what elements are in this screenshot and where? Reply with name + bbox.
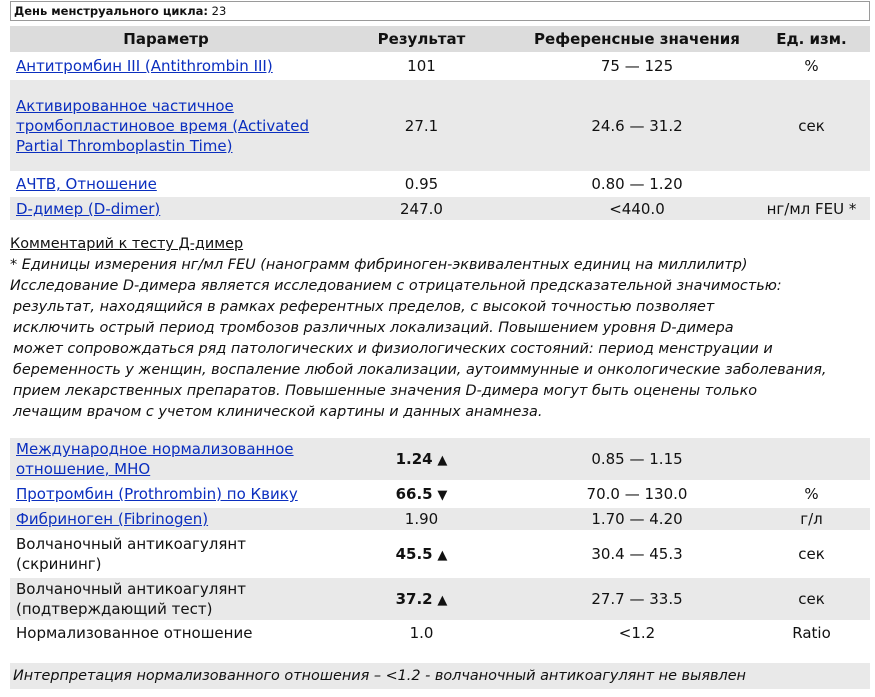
table-row <box>10 174 870 194</box>
lupus-confirm-label: Волчаночный антикоагулянт (подтверждающий тест) <box>10 578 322 620</box>
result-value: 37.2 <box>395 590 433 608</box>
ref-cell: 30.4 — 45.3 <box>591 545 683 563</box>
results-table-bottom <box>10 435 870 646</box>
unit-cell: г/л <box>753 508 870 530</box>
result-cell <box>322 578 521 620</box>
result-value: 66.5 <box>395 485 433 503</box>
ddimer-comment <box>10 234 870 423</box>
comment-line: результат, находящийся в рамках референтных пределов, с высокой точностью позволяет <box>13 299 715 315</box>
ref-cell: <440.0 <box>521 197 753 220</box>
aptt-link[interactable]: Активированное частичное тромбопластиновое время (Activated Partial Thromboplastin Time) <box>16 96 310 155</box>
unit-cell: % <box>804 485 819 503</box>
comment-line: Исследование D-димера является исследованием с отрицательной предсказательной значимостью: <box>10 278 782 294</box>
result-value: 45.5 <box>395 545 433 563</box>
result-cell: 0.95 <box>404 175 439 193</box>
header-result: Результат <box>322 26 521 52</box>
table-row <box>10 623 870 643</box>
comment-line: прием лекарственных препаратов. Повышенные значения D-димера могут быть оценены только <box>13 383 758 399</box>
results-table-top <box>10 23 870 223</box>
result-cell: 27.1 <box>322 80 521 171</box>
comment-line: исключить острый период тромбозов различных локализаций. Повышением уровня D-димера <box>13 320 734 336</box>
fibrinogen-link[interactable]: Фибриноген (Fibrinogen) <box>16 510 209 528</box>
table-row <box>10 533 870 575</box>
table-row <box>10 578 870 620</box>
antithrombin-link[interactable]: Антитромбин III (Antithrombin III) <box>16 57 273 75</box>
lupus-screening-label: Волчаночный антикоагулянт (скрининг) <box>16 535 246 573</box>
table-row <box>10 80 870 171</box>
interpretation-note: Интерпретация нормализованного отношения – <1.2 - волчаночный антикоагулянт не выявлен <box>10 663 870 689</box>
header-param: Параметр <box>10 26 322 52</box>
cycle-day-label: День менструального цикла: <box>14 4 209 18</box>
table-row <box>10 483 870 505</box>
comment-line: лечащим врачом с учетом клинической картины и данных анамнеза. <box>13 404 543 420</box>
unit-cell: нг/мл FEU * <box>753 197 870 220</box>
result-cell <box>322 533 521 575</box>
ddimer-link[interactable]: D-димер (D-dimer) <box>16 199 161 218</box>
table-row <box>10 438 870 480</box>
ref-cell: 24.6 — 31.2 <box>521 80 753 171</box>
ref-cell: 27.7 — 33.5 <box>521 578 753 620</box>
inr-link[interactable]: Международное нормализованное отношение, МНО <box>16 440 294 478</box>
comment-line: беременность у женщин, воспаление любой локализации, аутоиммунные и онкологические заболевания, <box>13 362 827 378</box>
ref-cell: <1.2 <box>618 624 656 642</box>
up-arrow-icon: ▲ <box>437 593 448 608</box>
prothrombin-link[interactable]: Протромбин (Prothrombin) по Квику <box>16 485 298 503</box>
normalized-ratio-label: Нормализованное отношение <box>16 624 253 642</box>
cycle-day-value: 23 <box>211 4 227 18</box>
comment-title: Комментарий к тесту Д-димер <box>10 236 244 252</box>
result-value: 1.24 <box>395 450 433 468</box>
result-cell <box>322 438 521 480</box>
unit-cell: Ratio <box>792 624 831 642</box>
up-arrow-icon: ▲ <box>437 453 448 468</box>
result-cell <box>322 483 521 505</box>
ref-cell: 1.70 — 4.20 <box>521 508 753 530</box>
unit-cell: сек <box>753 80 870 171</box>
result-cell: 1.90 <box>322 508 521 530</box>
comment-line: * Единицы измерения нг/мл FEU (нанограмм фибриноген-эквивалентных единиц на миллилитр) <box>10 257 748 273</box>
unit-cell: сек <box>753 578 870 620</box>
aptt-ratio-link[interactable]: АЧТВ, Отношение <box>16 175 157 193</box>
table-header <box>10 26 870 52</box>
ref-cell: 70.0 — 130.0 <box>586 485 688 503</box>
cycle-day-box <box>10 1 870 21</box>
unit-cell: сек <box>798 545 825 563</box>
ref-cell: 75 — 125 <box>600 57 674 75</box>
result-cell: 247.0 <box>322 197 521 220</box>
header-unit: Ед. изм. <box>753 26 870 52</box>
comment-line: может сопровождаться ряд патологических и физиологических состояний: период менструации и <box>13 341 773 357</box>
unit-cell <box>753 174 870 194</box>
ref-cell: 0.80 — 1.20 <box>591 175 683 193</box>
result-cell: 101 <box>407 57 436 75</box>
result-cell: 1.0 <box>409 624 434 642</box>
table-row <box>10 55 870 77</box>
up-arrow-icon: ▲ <box>437 548 448 563</box>
ref-cell: 0.85 — 1.15 <box>521 438 753 480</box>
unit-cell: % <box>804 57 819 75</box>
header-ref: Референсные значения <box>521 26 753 52</box>
table-row <box>10 197 870 220</box>
down-arrow-icon: ▼ <box>437 488 448 503</box>
unit-cell <box>753 438 870 480</box>
table-row <box>10 508 870 530</box>
